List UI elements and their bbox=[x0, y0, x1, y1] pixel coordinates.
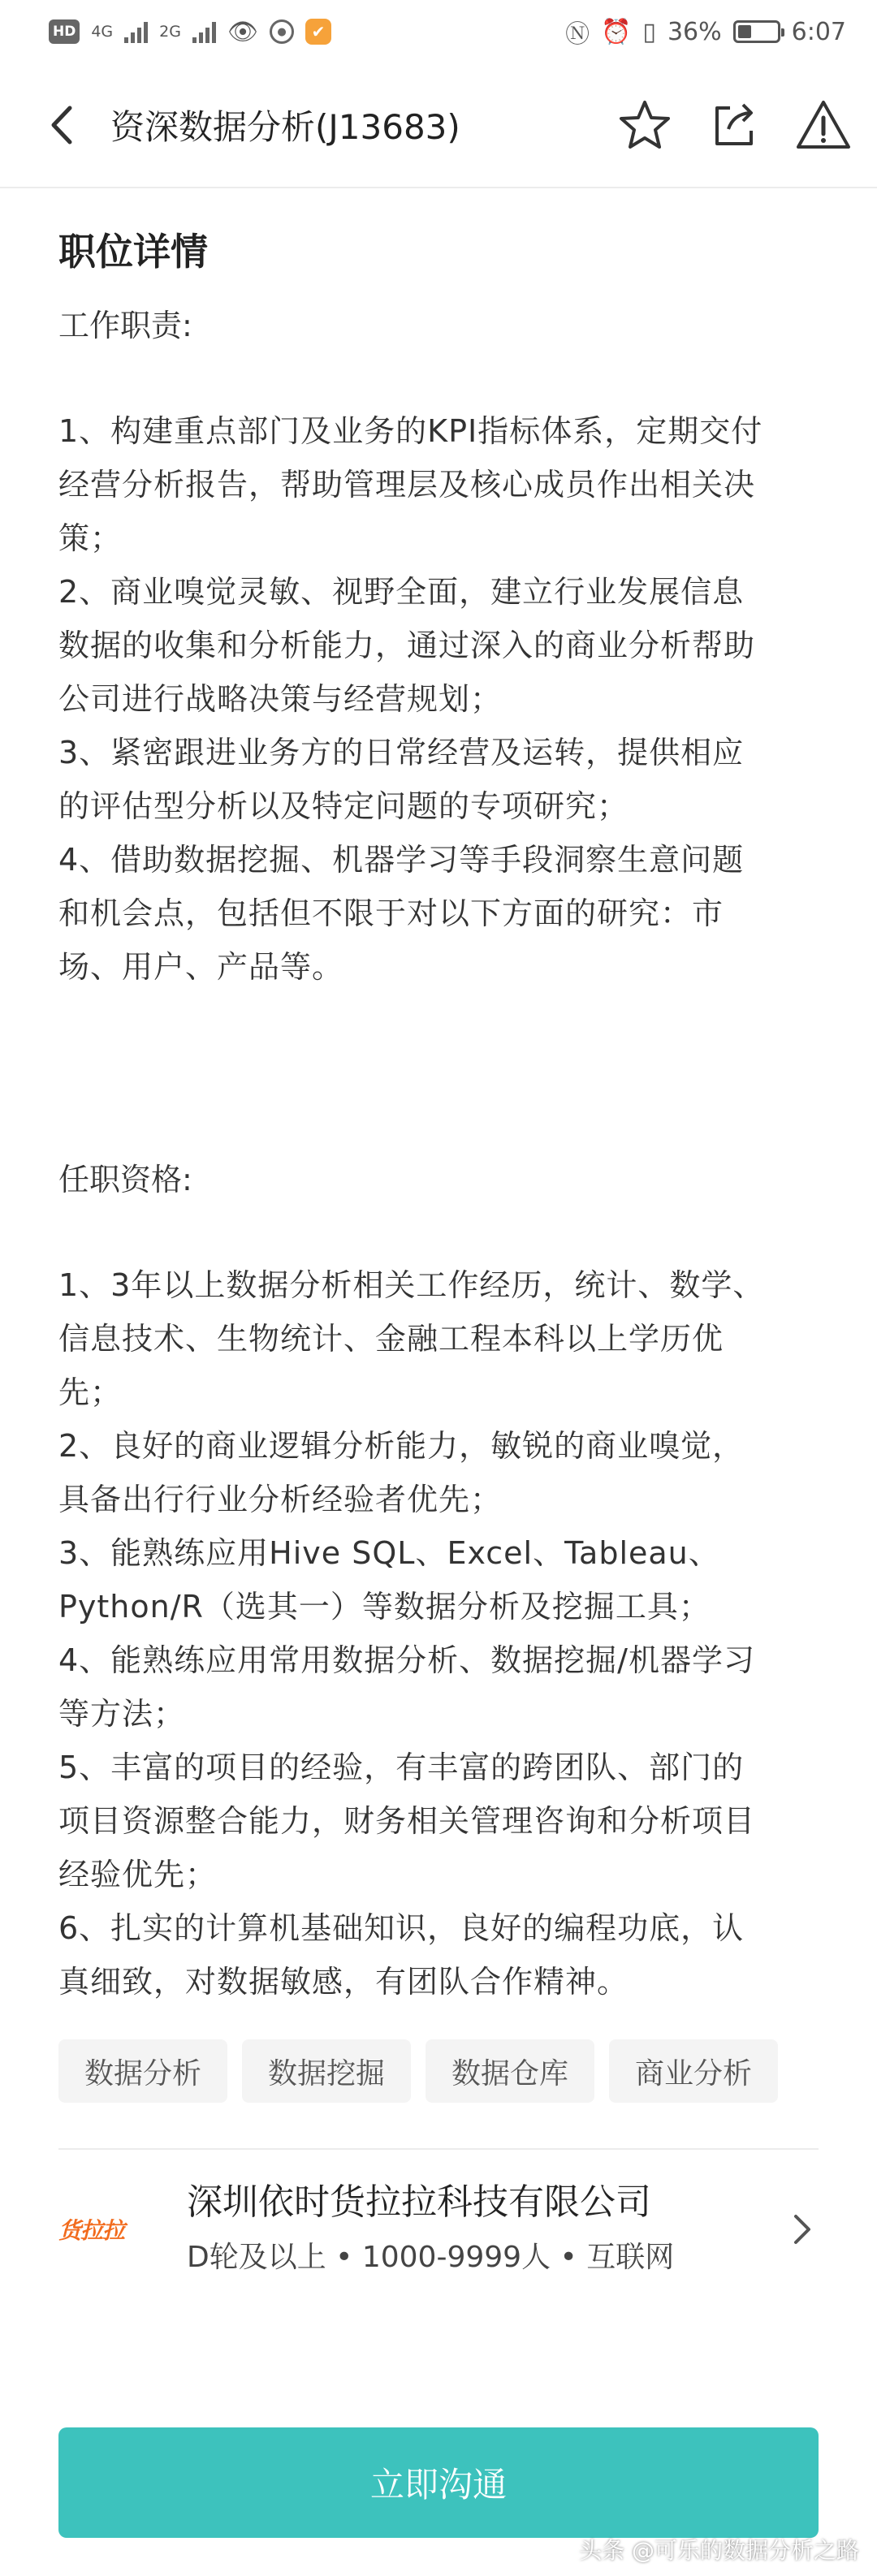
qualification-line: 4、能熟练应用常用数据分析、数据挖掘/机器学习 bbox=[58, 1642, 755, 1678]
qualification-line: 6、扎实的计算机基础知识，良好的编程功底，认 bbox=[58, 1910, 745, 1946]
clock: 6:07 bbox=[791, 17, 846, 46]
tag-data-mining[interactable]: 数据挖掘 bbox=[242, 2039, 411, 2103]
report-button[interactable] bbox=[794, 96, 853, 154]
chat-now-button[interactable]: 立即沟通 bbox=[58, 2427, 819, 2538]
status-right bbox=[565, 14, 846, 50]
qualifications-text bbox=[58, 1258, 819, 2009]
vibrate-icon: ▯ bbox=[642, 17, 656, 46]
company-logo: 货拉拉 bbox=[58, 2217, 125, 2244]
duty-line: 3、紧密跟进业务方的日常经营及运转，提供相应 bbox=[58, 735, 745, 770]
chevron-right-icon bbox=[786, 2205, 819, 2254]
shield-app-icon: ✔ bbox=[305, 19, 331, 45]
share-button[interactable] bbox=[705, 96, 763, 154]
duty-line: 和机会点，包括但不限于对以下方面的研究：市 bbox=[58, 895, 724, 931]
section-title: 职位详情 bbox=[58, 230, 208, 274]
qualification-line: 3、能熟练应用Hive SQL、Excel、Tableau、 bbox=[58, 1535, 720, 1571]
hd-icon: HD bbox=[49, 19, 80, 44]
warning-icon bbox=[795, 98, 852, 152]
qualification-line: 1、3年以上数据分析相关工作经历，统计、数学、 bbox=[58, 1267, 765, 1303]
duty-line: 经营分析报告，帮助管理层及核心成员作出相关决 bbox=[58, 467, 756, 503]
nfc-icon: Ⓝ bbox=[565, 20, 590, 49]
watermark: 头条 @可乐的数据分析之路 bbox=[579, 2537, 859, 2564]
tag-business-analysis[interactable]: 商业分析 bbox=[609, 2039, 778, 2103]
nav-bar bbox=[0, 63, 877, 188]
qualification-line: Python/R（选其一）等数据分析及挖掘工具； bbox=[58, 1589, 711, 1625]
duty-line: 策； bbox=[58, 520, 123, 556]
battery-percent: 36% bbox=[667, 17, 722, 46]
duty-line: 1、构建重点部门及业务的KPI指标体系，定期交付 bbox=[58, 413, 763, 449]
nav-actions bbox=[616, 96, 853, 154]
qualification-line: 2、良好的商业逻辑分析能力，敏锐的商业嗅觉， bbox=[58, 1428, 745, 1464]
qualification-line: 真细致，对数据敏感，有团队合作精神。 bbox=[58, 1964, 629, 2000]
duty-line: 4、借助数据挖掘、机器学习等手段洞察生意问题 bbox=[58, 842, 745, 878]
network-2g-label: 2G bbox=[159, 22, 181, 41]
qualification-line: 先； bbox=[58, 1374, 123, 1410]
qualifications-heading: 任职资格: bbox=[58, 1162, 192, 1197]
qualification-line: 5、丰富的项目的经验，有丰富的跨团队、部门的 bbox=[58, 1750, 745, 1785]
share-icon bbox=[709, 100, 759, 150]
signal-icon-2 bbox=[192, 20, 216, 43]
back-button[interactable] bbox=[49, 93, 89, 157]
network-4g-label: 4G bbox=[91, 22, 114, 41]
divider bbox=[58, 2148, 819, 2150]
duty-line: 场、用户、产品等。 bbox=[58, 949, 344, 985]
company-meta: D轮及以上 • 1000-9999人 • 互联网 bbox=[187, 2241, 675, 2274]
qualification-line: 项目资源整合能力，财务相关管理咨询和分析项目 bbox=[58, 1803, 756, 1839]
duty-line: 数据的收集和分析能力，通过深入的商业分析帮助 bbox=[58, 628, 756, 663]
duty-line: 公司进行战略决策与经营规划； bbox=[58, 681, 503, 717]
status-left bbox=[49, 18, 331, 46]
company-name: 深圳依时货拉拉科技有限公司 bbox=[187, 2181, 651, 2223]
status-bar bbox=[0, 0, 877, 63]
tag-data-warehouse[interactable]: 数据仓库 bbox=[426, 2039, 594, 2103]
page-title: 资深数据分析(J13683) bbox=[110, 107, 460, 147]
skill-tags bbox=[58, 2039, 819, 2103]
duty-line: 的评估型分析以及特定问题的专项研究； bbox=[58, 788, 629, 824]
duties-text bbox=[58, 404, 819, 994]
eye-icon: 👁 bbox=[227, 17, 259, 46]
company-card[interactable] bbox=[58, 2156, 819, 2302]
qualification-line: 等方法； bbox=[58, 1696, 186, 1732]
company-info bbox=[187, 2177, 786, 2282]
duty-line: 2、商业嗅觉灵敏、视野全面，建立行业发展信息 bbox=[58, 574, 745, 610]
favorite-button[interactable] bbox=[616, 96, 674, 154]
tag-data-analysis[interactable]: 数据分析 bbox=[58, 2039, 227, 2103]
battery-icon bbox=[733, 20, 780, 43]
qualification-line: 具备出行行业分析经验者优先； bbox=[58, 1482, 503, 1517]
job-detail bbox=[58, 188, 819, 2302]
qualification-line: 信息技术、生物统计、金融工程本科以上学历优 bbox=[58, 1321, 724, 1357]
app-notification-icon: ● bbox=[270, 19, 294, 44]
chevron-left-icon bbox=[49, 105, 73, 145]
alarm-icon: ⏰ bbox=[601, 17, 632, 46]
star-icon bbox=[618, 98, 672, 152]
duties-heading: 工作职责: bbox=[58, 308, 192, 343]
qualification-line: 经验优先； bbox=[58, 1857, 218, 1892]
signal-icon bbox=[124, 20, 148, 43]
